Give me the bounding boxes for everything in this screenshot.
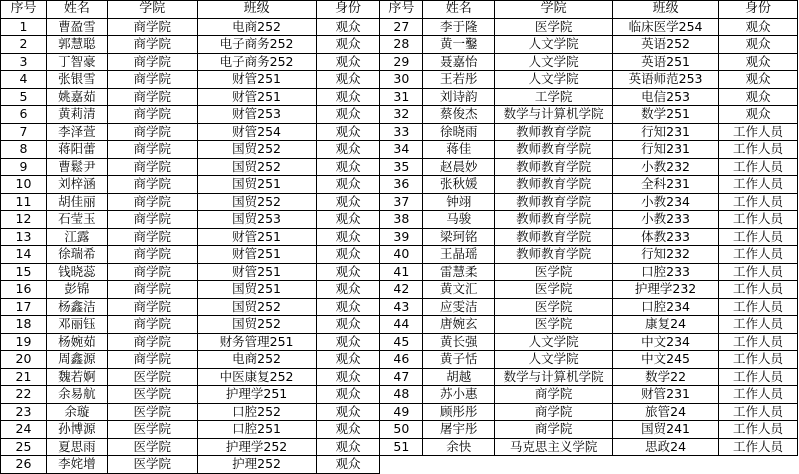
cell-college: 人文学院 [495, 351, 613, 369]
cell-college: 医学院 [107, 438, 197, 456]
cell-college: 商学院 [495, 421, 613, 439]
table-row [1, 176, 798, 194]
cell-name: 邓丽钰 [46, 316, 107, 334]
cell-college: 医学院 [107, 386, 197, 404]
cell-name: 夏思雨 [46, 438, 107, 456]
cell-role: 观众 [316, 228, 380, 246]
cell-college: 商学院 [107, 246, 197, 264]
table-row [1, 421, 798, 439]
cell-college: 商学院 [107, 281, 197, 299]
cell-no: 28 [380, 36, 423, 54]
table-row [1, 106, 798, 124]
table-row [1, 53, 798, 71]
cell-role: 观众 [316, 421, 380, 439]
cell-college: 医学院 [107, 456, 197, 474]
cell-role: 观众 [316, 141, 380, 159]
cell-college: 教师教育学院 [495, 193, 613, 211]
cell-no: 8 [1, 141, 47, 159]
cell-role: 工作人员 [719, 123, 798, 141]
cell-role: 观众 [316, 211, 380, 229]
table-row [1, 386, 798, 404]
cell-no: 31 [380, 88, 423, 106]
cell-class: 财管251 [197, 263, 316, 281]
cell-college: 商学院 [495, 403, 613, 421]
cell-no: 4 [1, 71, 47, 89]
cell-college: 工学院 [495, 88, 613, 106]
cell-college: 商学院 [107, 316, 197, 334]
cell-role: 观众 [316, 316, 380, 334]
cell-name: 张秋媛 [423, 176, 495, 194]
cell-no: 51 [380, 438, 423, 456]
cell-role: 观众 [719, 106, 798, 124]
cell-class: 数学22 [613, 368, 719, 386]
cell-college: 商学院 [107, 298, 197, 316]
cell-name: 顾彤彤 [423, 403, 495, 421]
cell-name: 聂嘉怡 [423, 53, 495, 71]
cell-class: 小教233 [613, 211, 719, 229]
cell-class: 国贸251 [197, 176, 316, 194]
header-cell-name: 姓名 [46, 1, 107, 19]
cell-no: 47 [380, 368, 423, 386]
cell-name: 钟翊 [423, 193, 495, 211]
roster-body [1, 18, 798, 473]
cell-name: 唐婉玄 [423, 316, 495, 334]
cell-name: 姚嘉茹 [46, 88, 107, 106]
cell-role: 工作人员 [719, 193, 798, 211]
cell-class: 电子商务252 [197, 53, 316, 71]
cell-name: 胡越 [423, 368, 495, 386]
header-cell-no: 序号 [1, 1, 47, 19]
header-cell-role: 身份 [316, 1, 380, 19]
header-cell-role: 身份 [719, 1, 798, 19]
cell-class: 国贸252 [197, 141, 316, 159]
cell-name: 雷慧柔 [423, 263, 495, 281]
cell-class: 护理学251 [197, 386, 316, 404]
cell-no: 21 [1, 368, 47, 386]
cell-class: 国贸252 [197, 298, 316, 316]
cell-class: 中医康复252 [197, 368, 316, 386]
cell-no: 11 [1, 193, 47, 211]
table-row [1, 211, 798, 229]
cell-college: 数学与计算机学院 [495, 368, 613, 386]
cell-college: 商学院 [107, 141, 197, 159]
cell-name: 张银雪 [46, 71, 107, 89]
cell-class: 国贸252 [197, 158, 316, 176]
cell-no: 44 [380, 316, 423, 334]
table-row [1, 298, 798, 316]
cell-class: 英语251 [613, 53, 719, 71]
cell-name: 梁珂铭 [423, 228, 495, 246]
cell-role: 工作人员 [719, 246, 798, 264]
cell-class: 财管251 [197, 246, 316, 264]
header-cell-name: 姓名 [423, 1, 495, 19]
cell-college: 医学院 [495, 263, 613, 281]
cell-no: 37 [380, 193, 423, 211]
cell-no: 34 [380, 141, 423, 159]
cell-college: 商学院 [495, 386, 613, 404]
cell-class: 行知231 [613, 123, 719, 141]
cell-name: 丁智豪 [46, 53, 107, 71]
cell-no: 19 [1, 333, 47, 351]
cell-no: 24 [1, 421, 47, 439]
header-cell-class: 班级 [197, 1, 316, 19]
cell-name: 黄长强 [423, 333, 495, 351]
table-row [1, 333, 798, 351]
cell-class: 国贸251 [197, 281, 316, 299]
cell-no: 48 [380, 386, 423, 404]
cell-college: 教师教育学院 [495, 211, 613, 229]
cell-role: 观众 [316, 403, 380, 421]
cell-role: 工作人员 [719, 368, 798, 386]
cell-college: 医学院 [495, 316, 613, 334]
cell-college: 马克思主义学院 [495, 438, 613, 456]
cell-name: 江露 [46, 228, 107, 246]
cell-name: 刘梓涵 [46, 176, 107, 194]
cell-class: 中文245 [613, 351, 719, 369]
cell-name: 余快 [423, 438, 495, 456]
empty-cell [719, 456, 798, 474]
cell-name: 李于隆 [423, 18, 495, 36]
cell-college: 医学院 [495, 18, 613, 36]
cell-name: 李姹增 [46, 456, 107, 474]
cell-college: 商学院 [107, 211, 197, 229]
cell-no: 29 [380, 53, 423, 71]
cell-college: 人文学院 [495, 53, 613, 71]
cell-no: 50 [380, 421, 423, 439]
cell-no: 49 [380, 403, 423, 421]
cell-role: 工作人员 [719, 158, 798, 176]
cell-name: 徐瑞希 [46, 246, 107, 264]
cell-name: 郭慧聪 [46, 36, 107, 54]
cell-class: 财务管理251 [197, 333, 316, 351]
cell-name: 孙博源 [46, 421, 107, 439]
table-row [1, 71, 798, 89]
cell-class: 国贸253 [197, 211, 316, 229]
cell-class: 护理学232 [613, 281, 719, 299]
cell-no: 46 [380, 351, 423, 369]
table-row [1, 158, 798, 176]
cell-college: 教师教育学院 [495, 176, 613, 194]
cell-class: 口腔252 [197, 403, 316, 421]
cell-college: 商学院 [107, 263, 197, 281]
cell-name: 赵晨妙 [423, 158, 495, 176]
cell-name: 周鑫源 [46, 351, 107, 369]
table-row [1, 368, 798, 386]
cell-role: 工作人员 [719, 421, 798, 439]
table-row [1, 36, 798, 54]
cell-college: 商学院 [107, 333, 197, 351]
cell-role: 工作人员 [719, 333, 798, 351]
cell-no: 2 [1, 36, 47, 54]
cell-class: 数学251 [613, 106, 719, 124]
cell-role: 观众 [316, 333, 380, 351]
cell-role: 观众 [316, 18, 380, 36]
table-row [1, 193, 798, 211]
cell-role: 工作人员 [719, 263, 798, 281]
table-row [1, 456, 798, 474]
cell-class: 财管251 [197, 71, 316, 89]
cell-class: 国贸252 [197, 193, 316, 211]
table-row [1, 263, 798, 281]
cell-class: 中文234 [613, 333, 719, 351]
cell-no: 1 [1, 18, 47, 36]
cell-role: 观众 [316, 71, 380, 89]
cell-no: 12 [1, 211, 47, 229]
cell-role: 工作人员 [719, 351, 798, 369]
cell-name: 刘诗韵 [423, 88, 495, 106]
cell-college: 商学院 [107, 18, 197, 36]
cell-name: 蒋阳蕾 [46, 141, 107, 159]
cell-name: 徐晓雨 [423, 123, 495, 141]
cell-role: 观众 [316, 456, 380, 474]
cell-college: 商学院 [107, 176, 197, 194]
cell-class: 国贸252 [197, 316, 316, 334]
cell-college: 商学院 [107, 228, 197, 246]
cell-no: 22 [1, 386, 47, 404]
cell-college: 人文学院 [495, 36, 613, 54]
cell-no: 33 [380, 123, 423, 141]
cell-no: 25 [1, 438, 47, 456]
cell-no: 23 [1, 403, 47, 421]
cell-class: 行知232 [613, 246, 719, 264]
cell-name: 余易航 [46, 386, 107, 404]
cell-no: 32 [380, 106, 423, 124]
cell-no: 38 [380, 211, 423, 229]
cell-role: 工作人员 [719, 211, 798, 229]
cell-no: 35 [380, 158, 423, 176]
cell-class: 财管254 [197, 123, 316, 141]
cell-class: 临床医学254 [613, 18, 719, 36]
cell-class: 口腔233 [613, 263, 719, 281]
cell-class: 英语252 [613, 36, 719, 54]
cell-role: 观众 [316, 298, 380, 316]
cell-role: 观众 [316, 263, 380, 281]
cell-name: 李泽萱 [46, 123, 107, 141]
cell-role: 观众 [316, 386, 380, 404]
cell-no: 16 [1, 281, 47, 299]
cell-college: 人文学院 [495, 333, 613, 351]
cell-name: 马骏 [423, 211, 495, 229]
cell-college: 医学院 [107, 421, 197, 439]
cell-college: 医学院 [107, 368, 197, 386]
cell-name: 黄子恬 [423, 351, 495, 369]
cell-class: 全科231 [613, 176, 719, 194]
cell-no: 20 [1, 351, 47, 369]
cell-no: 45 [380, 333, 423, 351]
cell-role: 工作人员 [719, 298, 798, 316]
cell-name: 石莹玉 [46, 211, 107, 229]
table-row [1, 316, 798, 334]
cell-role: 观众 [316, 53, 380, 71]
cell-no: 36 [380, 176, 423, 194]
cell-role: 工作人员 [719, 386, 798, 404]
cell-role: 观众 [719, 53, 798, 71]
empty-cell [423, 456, 495, 474]
header-row [1, 1, 798, 19]
cell-college: 商学院 [107, 123, 197, 141]
cell-class: 国贸241 [613, 421, 719, 439]
cell-name: 王若彤 [423, 71, 495, 89]
cell-class: 思政24 [613, 438, 719, 456]
cell-class: 口腔251 [197, 421, 316, 439]
cell-no: 40 [380, 246, 423, 264]
cell-no: 10 [1, 176, 47, 194]
cell-name: 魏若婀 [46, 368, 107, 386]
cell-class: 康复24 [613, 316, 719, 334]
cell-class: 小教234 [613, 193, 719, 211]
cell-no: 17 [1, 298, 47, 316]
table-row [1, 246, 798, 264]
cell-no: 9 [1, 158, 47, 176]
cell-name: 杨婉茹 [46, 333, 107, 351]
cell-college: 商学院 [107, 53, 197, 71]
table-row [1, 88, 798, 106]
table-row [1, 123, 798, 141]
cell-role: 工作人员 [719, 176, 798, 194]
cell-name: 余璇 [46, 403, 107, 421]
table-row [1, 18, 798, 36]
cell-college: 医学院 [495, 298, 613, 316]
cell-class: 财管253 [197, 106, 316, 124]
cell-no: 6 [1, 106, 47, 124]
cell-college: 教师教育学院 [495, 141, 613, 159]
cell-role: 观众 [719, 18, 798, 36]
cell-no: 43 [380, 298, 423, 316]
empty-cell [495, 456, 613, 474]
cell-class: 财管231 [613, 386, 719, 404]
cell-role: 观众 [316, 158, 380, 176]
cell-role: 观众 [316, 176, 380, 194]
cell-class: 体教233 [613, 228, 719, 246]
cell-class: 电商252 [197, 351, 316, 369]
cell-name: 彭锦 [46, 281, 107, 299]
cell-name: 蒋佳 [423, 141, 495, 159]
cell-no: 42 [380, 281, 423, 299]
cell-name: 苏小惠 [423, 386, 495, 404]
table-row [1, 351, 798, 369]
cell-college: 商学院 [107, 158, 197, 176]
cell-role: 观众 [316, 36, 380, 54]
cell-college: 教师教育学院 [495, 158, 613, 176]
table-row [1, 141, 798, 159]
cell-class: 财管251 [197, 88, 316, 106]
cell-college: 人文学院 [495, 71, 613, 89]
cell-name: 胡佳丽 [46, 193, 107, 211]
cell-no: 7 [1, 123, 47, 141]
cell-name: 蔡俊杰 [423, 106, 495, 124]
cell-no: 14 [1, 246, 47, 264]
cell-college: 教师教育学院 [495, 123, 613, 141]
cell-name: 黄文汇 [423, 281, 495, 299]
cell-college: 商学院 [107, 71, 197, 89]
cell-name: 黄莉清 [46, 106, 107, 124]
cell-role: 工作人员 [719, 438, 798, 456]
cell-role: 工作人员 [719, 141, 798, 159]
cell-no: 15 [1, 263, 47, 281]
cell-class: 口腔234 [613, 298, 719, 316]
cell-role: 观众 [316, 106, 380, 124]
cell-role: 观众 [316, 88, 380, 106]
cell-no: 5 [1, 88, 47, 106]
cell-no: 30 [380, 71, 423, 89]
cell-role: 观众 [316, 351, 380, 369]
cell-class: 财管251 [197, 228, 316, 246]
cell-class: 护理学252 [197, 438, 316, 456]
cell-college: 商学院 [107, 351, 197, 369]
cell-name: 曹鬆尹 [46, 158, 107, 176]
cell-name: 曹盈雪 [46, 18, 107, 36]
cell-class: 电子商务252 [197, 36, 316, 54]
cell-college: 医学院 [495, 281, 613, 299]
cell-role: 观众 [316, 281, 380, 299]
cell-class: 护理252 [197, 456, 316, 474]
empty-cell [613, 456, 719, 474]
cell-college: 教师教育学院 [495, 228, 613, 246]
cell-class: 旅管24 [613, 403, 719, 421]
cell-class: 电商252 [197, 18, 316, 36]
cell-name: 屠宇彤 [423, 421, 495, 439]
cell-college: 医学院 [107, 403, 197, 421]
cell-no: 26 [1, 456, 47, 474]
cell-role: 观众 [316, 193, 380, 211]
cell-name: 钱晓蕊 [46, 263, 107, 281]
cell-college: 教师教育学院 [495, 246, 613, 264]
empty-cell [380, 456, 423, 474]
cell-no: 3 [1, 53, 47, 71]
cell-no: 13 [1, 228, 47, 246]
header-cell-class: 班级 [613, 1, 719, 19]
cell-college: 数学与计算机学院 [495, 106, 613, 124]
cell-no: 18 [1, 316, 47, 334]
cell-name: 杨鑫洁 [46, 298, 107, 316]
cell-role: 观众 [719, 36, 798, 54]
cell-class: 英语师范253 [613, 71, 719, 89]
cell-role: 观众 [316, 438, 380, 456]
cell-no: 41 [380, 263, 423, 281]
table-row [1, 403, 798, 421]
header-cell-no: 序号 [380, 1, 423, 19]
cell-role: 工作人员 [719, 316, 798, 334]
cell-college: 商学院 [107, 193, 197, 211]
cell-role: 观众 [316, 368, 380, 386]
header-cell-college: 学院 [107, 1, 197, 19]
table-row [1, 281, 798, 299]
cell-no: 39 [380, 228, 423, 246]
cell-role: 工作人员 [719, 281, 798, 299]
cell-class: 电信253 [613, 88, 719, 106]
cell-name: 王晶瑶 [423, 246, 495, 264]
cell-college: 商学院 [107, 36, 197, 54]
cell-role: 工作人员 [719, 228, 798, 246]
cell-college: 商学院 [107, 88, 197, 106]
cell-class: 行知231 [613, 141, 719, 159]
header-cell-college: 学院 [495, 1, 613, 19]
cell-name: 应雯洁 [423, 298, 495, 316]
cell-role: 观众 [316, 123, 380, 141]
cell-no: 27 [380, 18, 423, 36]
cell-name: 黄一鑿 [423, 36, 495, 54]
cell-college: 商学院 [107, 106, 197, 124]
cell-role: 观众 [719, 71, 798, 89]
cell-class: 小教232 [613, 158, 719, 176]
cell-role: 观众 [316, 246, 380, 264]
cell-role: 工作人员 [719, 403, 798, 421]
cell-role: 观众 [719, 88, 798, 106]
table-row [1, 228, 798, 246]
table-row [1, 438, 798, 456]
